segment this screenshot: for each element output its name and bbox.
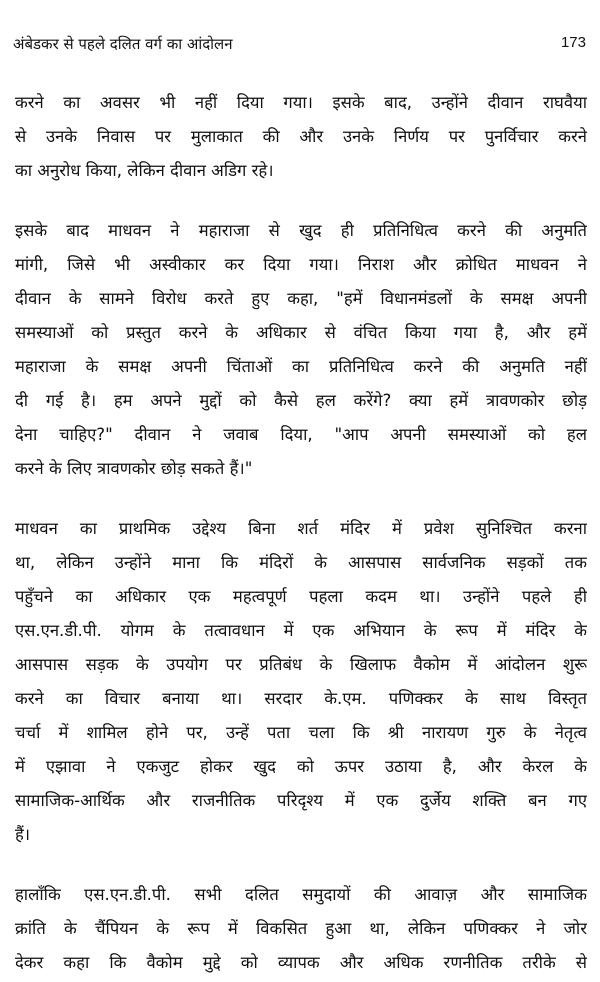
text-line: था, लेकिन उन्होंने माना कि मंदिरों के आसपास सार्वजनिक सड़कों तक <box>15 553 587 572</box>
text-line: माधवन का प्राथमिक उद्देश्य बिना शर्त मंदिर में प्रवेश सुनिश्चित करना <box>15 519 587 538</box>
text-line: करने का विचार बनाया था। सरदार के.एम. पणिक्कर के साथ विस्तृत <box>15 689 587 708</box>
text-line: देना चाहिए?" दीवान ने जवाब दिया, "आप अपनी समस्याओं को हल <box>15 425 587 444</box>
text-line: एस.एन.डी.पी. योगम के तत्वावधान में एक अभियान के रूप में मंदिर के <box>15 621 587 640</box>
paragraph-3 <box>15 512 587 852</box>
paragraph-1 <box>15 86 587 188</box>
text-line: से उनके निवास पर मुलाकात की और उनके निर्णय पर पुनर्विचार करने <box>15 127 587 146</box>
text-line: देकर कहा कि वैकोम मुद्दे को व्यापक और अधिक रणनीतिक तरीके से <box>15 953 587 972</box>
paragraph-2 <box>15 214 587 486</box>
text-line: दी गई है। हम अपने मुद्दों को कैसे हल करेंगे? क्या हमें त्रावणकोर छोड़ <box>15 391 587 410</box>
text-line: इसके बाद माधवन ने महाराजा से खुद ही प्रतिनिधित्व करने की अनुमति <box>15 221 587 240</box>
text-line: करने के लिए त्रावणकोर छोड़ सकते हैं।" <box>15 459 253 478</box>
text-line: महाराजा के समक्ष अपनी चिंताओं का प्रतिनिधित्व करने की अनुमति नहीं <box>15 357 587 376</box>
text-line: सामाजिक-आर्थिक और राजनीतिक परिदृश्य में एक दुर्जेय शक्ति बन गए <box>15 791 587 810</box>
text-line: समस्याओं को प्रस्तुत करने के अधिकार से वंचित किया गया है, और हमें <box>15 323 587 342</box>
text-line: का अनुरोध किया, लेकिन दीवान अडिग रहे। <box>15 161 274 180</box>
text-line: चर्चा में शामिल होने पर, उन्हें पता चला कि श्री नारायण गुरु के नेतृत्व <box>15 723 587 742</box>
body-text <box>15 86 587 980</box>
text-line: में एझावा ने एकजुट होकर खुद को ऊपर उठाया है, और केरल के <box>15 757 587 776</box>
text-line: हालाँकि एस.एन.डी.पी. सभी दलित समुदायों की आवाज़ और सामाजिक <box>15 885 587 904</box>
text-line: क्रांति के चैंपियन के रूप में विकसित हुआ था, लेकिन पणिक्कर ने जोर <box>15 919 587 938</box>
text-line: मांगी, जिसे भी अस्वीकार कर दिया गया। निराश और क्रोधित माधवन ने <box>15 255 587 274</box>
paragraph-4 <box>15 878 587 980</box>
text-line: पहुँचने का अधिकार एक महत्वपूर्ण पहला कदम था। उन्होंने पहले ही <box>15 587 587 606</box>
text-line: करने का अवसर भी नहीं दिया गया। इसके बाद, उन्होंने दीवान राघवैया <box>15 93 587 112</box>
text-line: आसपास सड़क के उपयोग पर प्रतिबंध के खिलाफ वैकोम में आंदोलन शुरू <box>15 655 587 674</box>
running-header <box>0 0 600 70</box>
page-number: 173 <box>560 34 586 51</box>
text-line: दीवान के सामने विरोध करते हुए कहा, "हमें विधानमंडलों के समक्ष अपनी <box>15 289 587 308</box>
header-title: अंबेडकर से पहले दलित वर्ग का आंदोलन <box>13 35 233 53</box>
text-line: हैं। <box>15 825 31 844</box>
